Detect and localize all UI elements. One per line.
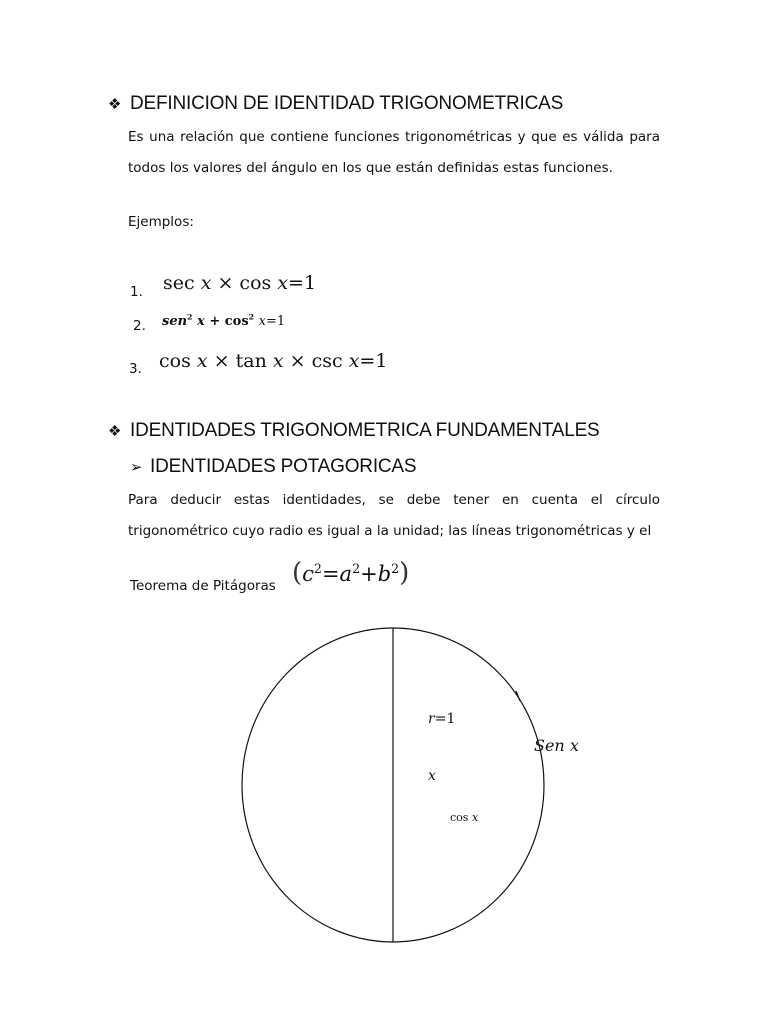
examples-label: Ejemplos: [128,214,194,230]
sen-x-label: Sen x [534,736,579,755]
subheading-text: IDENTIDADES POTAGORICAS [150,456,417,477]
diamond-bullet-icon: ❖ [108,96,122,113]
cos-x-label: cos x [450,811,479,824]
arrowhead-bullet-icon: ➢ [130,459,143,476]
example-formula-2: sen$^2$ $x + \cos^2 x=1$ [162,312,286,329]
diamond-bullet-icon: ❖ [108,423,122,440]
example-formula-3: cos x × tan x × csc x=1 [159,350,388,372]
angle-x-label: x [428,768,436,784]
radius-label: r=1 [428,711,456,727]
heading-text: DEFINICION DE IDENTIDAD TRIGONOMETRICAS [130,93,564,114]
example-number-3: 3. [129,361,142,377]
definition-paragraph: Es una relación que contiene funciones trigonométricas y que es válida para todos los valores del ángulo en los que están definidas estas funciones. [128,129,660,176]
theorem-label: Teorema de Pitágoras [130,578,276,594]
example-number-1: 1. [130,284,143,300]
heading-text: IDENTIDADES TRIGONOMETRICA FUNDAMENTALES [130,420,600,441]
tick-mark [516,691,520,701]
theorem-formula: $(c^2=a^2+b^2)$ [292,558,410,588]
example-formula-1: sec x × cos x=1 [163,272,317,294]
pythagoras-paragraph: Para deducir estas identidades, se debe tener en cuenta el círculo trigonométrico cuyo radio es igual a la unidad; las líneas trigonométricas y el [128,492,660,539]
example-number-2: 2. [133,318,146,334]
